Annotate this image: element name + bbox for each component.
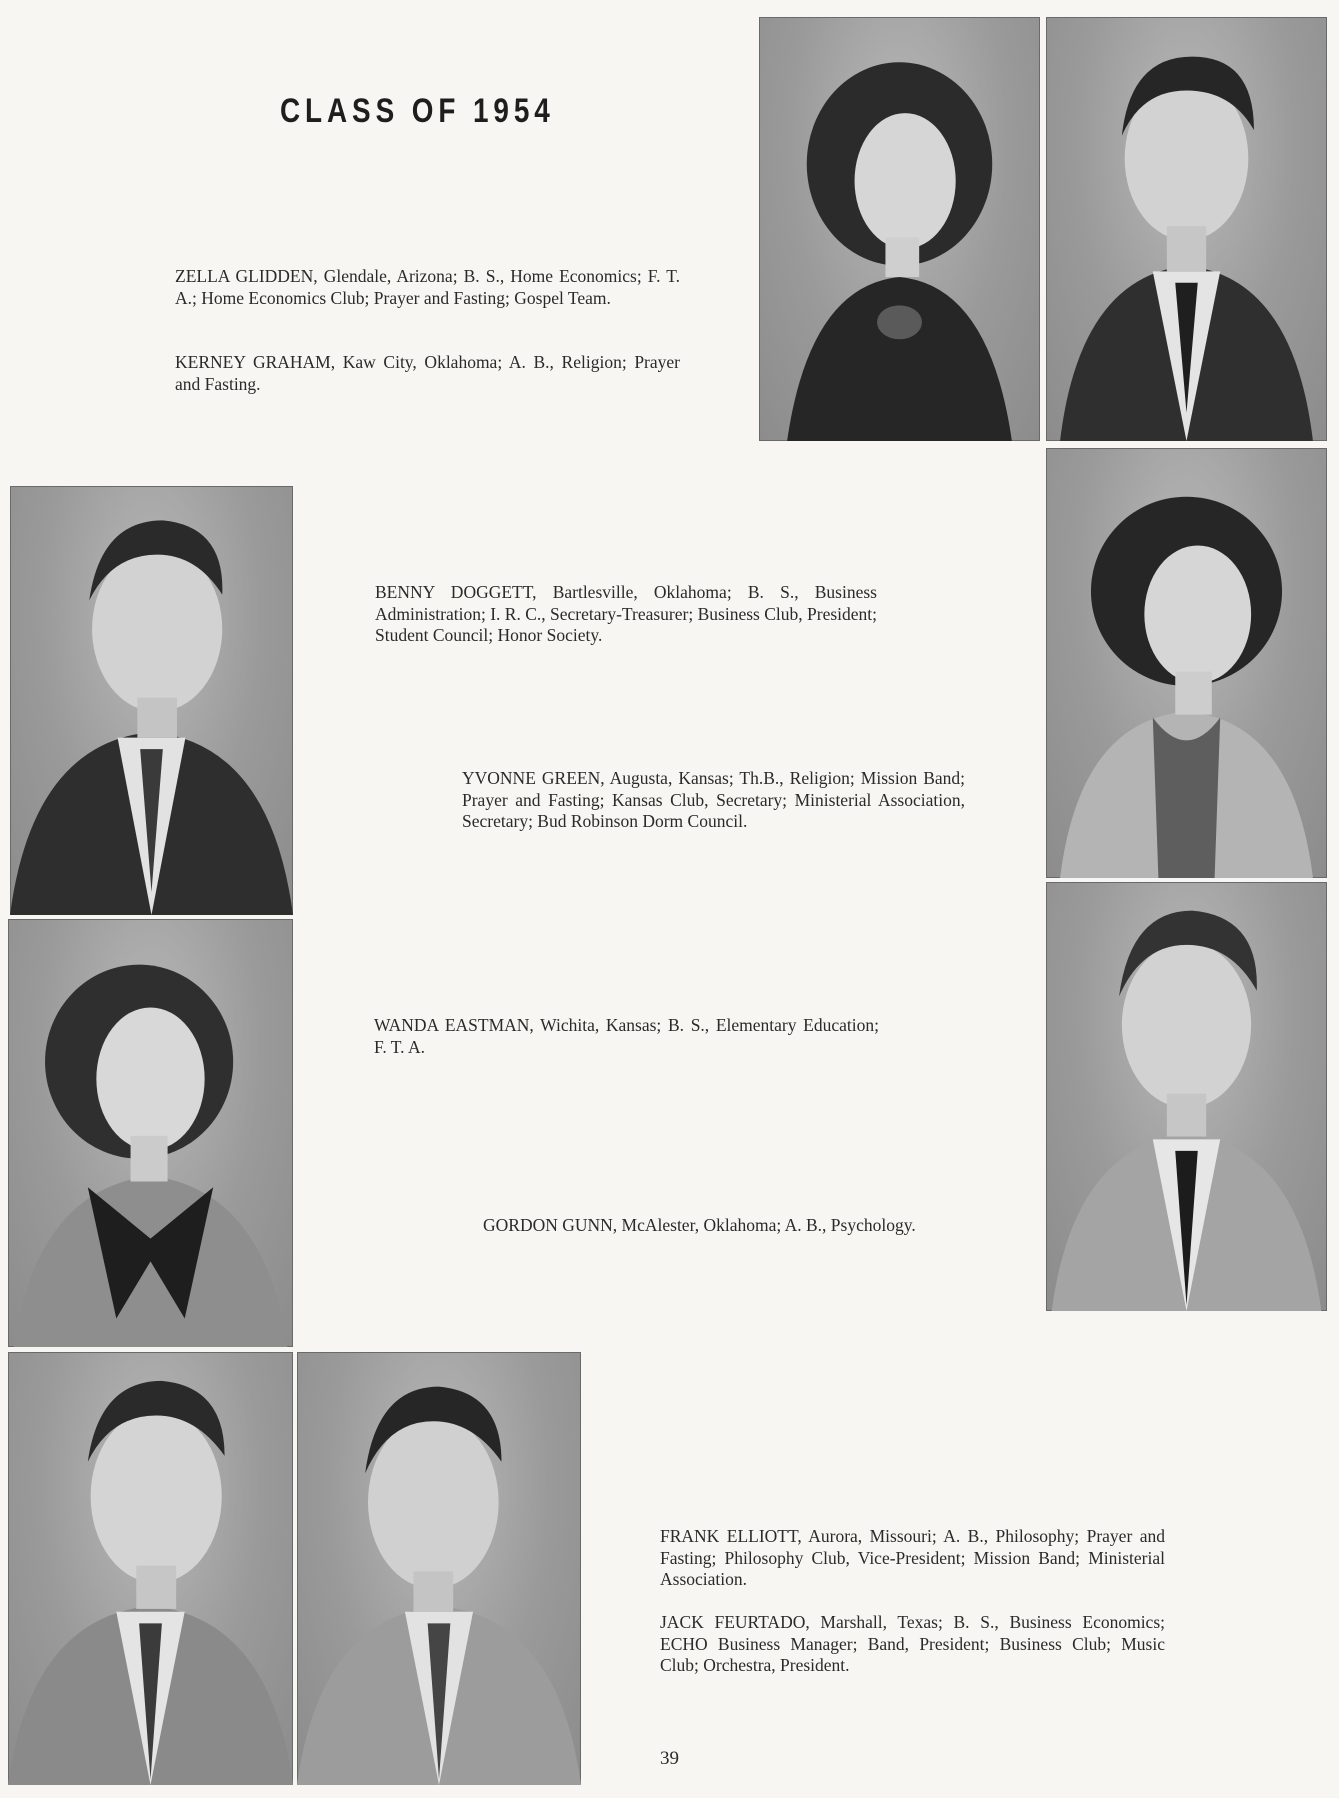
bio-jack-feurtado: JACK FEURTADO, Marshall, Texas; B. S., Business Economics; ECHO Business Manager; Band, President; Business Club; Music Club; Orchestra, President. — [660, 1612, 1165, 1675]
portrait-gordon-gunn — [1046, 882, 1327, 1311]
portrait-jack-feurtado — [297, 1352, 581, 1785]
bio-wanda-eastman: WANDA EASTMAN, Wichita, Kansas; B. S., Elementary Education; F. T. A. — [374, 1015, 879, 1057]
portrait-benny-doggett — [10, 486, 293, 915]
bio-zella-glidden: ZELLA GLIDDEN, Glendale, Arizona; B. S., Home Economics; F. T. A.; Home Economics Club; Prayer and Fasting; Gospel Team. — [175, 266, 680, 308]
bio-yvonne-green: YVONNE GREEN, Augusta, Kansas; Th.B., Religion; Mission Band; Prayer and Fasting; Kansas Club, Secretary; Ministerial Association, Secretary; Bud Robinson Dorm Council. — [462, 768, 965, 831]
portrait-zella-glidden — [759, 17, 1040, 441]
page-number: 39 — [660, 1748, 679, 1769]
page-title: CLASS OF 1954 — [280, 92, 555, 130]
bio-benny-doggett: BENNY DOGGETT, Bartlesville, Oklahoma; B. S., Business Administration; I. R. C., Secretary-Treasurer; Business Club, President; Student Council; Honor Society. — [375, 582, 877, 645]
portrait-kerney-graham — [1046, 17, 1327, 441]
portrait-frank-elliott — [8, 1352, 293, 1785]
bio-frank-elliott: FRANK ELLIOTT, Aurora, Missouri; A. B., Philosophy; Prayer and Fasting; Philosophy Club, Vice-President; Mission Band; Ministerial Association. — [660, 1526, 1165, 1589]
bio-kerney-graham: KERNEY GRAHAM, Kaw City, Oklahoma; A. B., Religion; Prayer and Fasting. — [175, 352, 680, 394]
bio-gordon-gunn: GORDON GUNN, McAlester, Oklahoma; A. B., Psychology. — [483, 1215, 916, 1235]
portrait-wanda-eastman — [8, 919, 293, 1347]
portrait-yvonne-green — [1046, 448, 1327, 878]
